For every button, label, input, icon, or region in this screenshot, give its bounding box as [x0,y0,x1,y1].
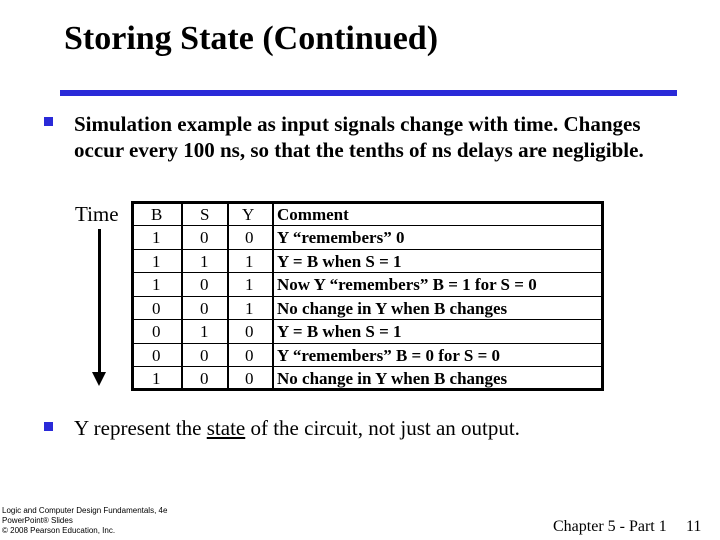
table-row-divider [131,319,604,320]
cell-comment: Y “remembers” 0 [277,228,405,247]
cell-y: 1 [245,275,254,294]
header-y: Y [242,205,255,224]
cell-y: 0 [245,369,254,388]
header-comment: Comment [277,205,349,224]
cell-b: 1 [152,228,161,247]
cell-s: 1 [200,251,209,271]
cell-s: 1 [200,322,209,341]
time-label: Time [75,202,119,226]
cell-comment: No change in Y when B changes [277,298,508,318]
time-arrow-line [98,229,101,377]
down-arrow-icon [92,372,106,386]
header-s: S [200,205,210,224]
cell-s: 0 [200,369,209,388]
cell-b: 1 [152,251,161,271]
cell-s: 0 [200,228,209,247]
cell-s: 0 [200,298,209,318]
cell-y: 1 [245,251,254,271]
cell-y: 0 [245,228,254,247]
cell-s: 0 [200,275,209,294]
cell-comment: Now Y “remembers” B = 1 for S = 0 [277,275,537,294]
header-b: B [151,205,163,224]
table-row-divider [131,249,604,250]
table-row-divider [131,343,604,344]
title-underline-rule [60,90,677,96]
cell-b: 0 [152,322,161,341]
bullet-simulation-text: Simulation example as input signals change with time. Changes occur every 100 ns, so that the tenths of ns delays are negligible. [74,112,644,162]
publisher-credit: Logic and Computer Design Fundamentals, 4e PowerPoint® Slides © 2008 Pearson Education, Inc. [2,506,168,535]
state-underlined: state [206,416,246,440]
table-row-divider [131,366,604,367]
page-number: 11 [686,518,702,535]
square-bullet-icon [44,117,53,126]
cell-comment: Y “remembers” B = 0 for S = 0 [277,345,501,365]
cell-comment: Y = B when S = 1 [277,251,402,271]
cell-b: 1 [152,369,161,388]
cell-y: 0 [245,322,254,341]
chapter-label: Chapter 5 - Part 1 [553,518,667,535]
cell-b: 1 [152,275,161,294]
cell-comment: No change in Y when B changes [277,369,508,388]
cell-y: 1 [245,298,254,318]
bullet-state-text: Y represent the state of the circuit, not just an output. [74,416,520,440]
cell-b: 0 [152,298,161,318]
cell-y: 0 [245,345,254,365]
table-row-divider [131,296,604,297]
table-row-divider [131,272,604,273]
cell-comment: Y = B when S = 1 [277,322,402,341]
square-bullet-icon [44,422,53,431]
cell-b: 0 [152,345,161,365]
table-row-divider [131,225,604,226]
slide-title: Storing State (Continued) [64,20,439,57]
simulation-table [131,201,604,391]
cell-s: 0 [200,345,209,365]
